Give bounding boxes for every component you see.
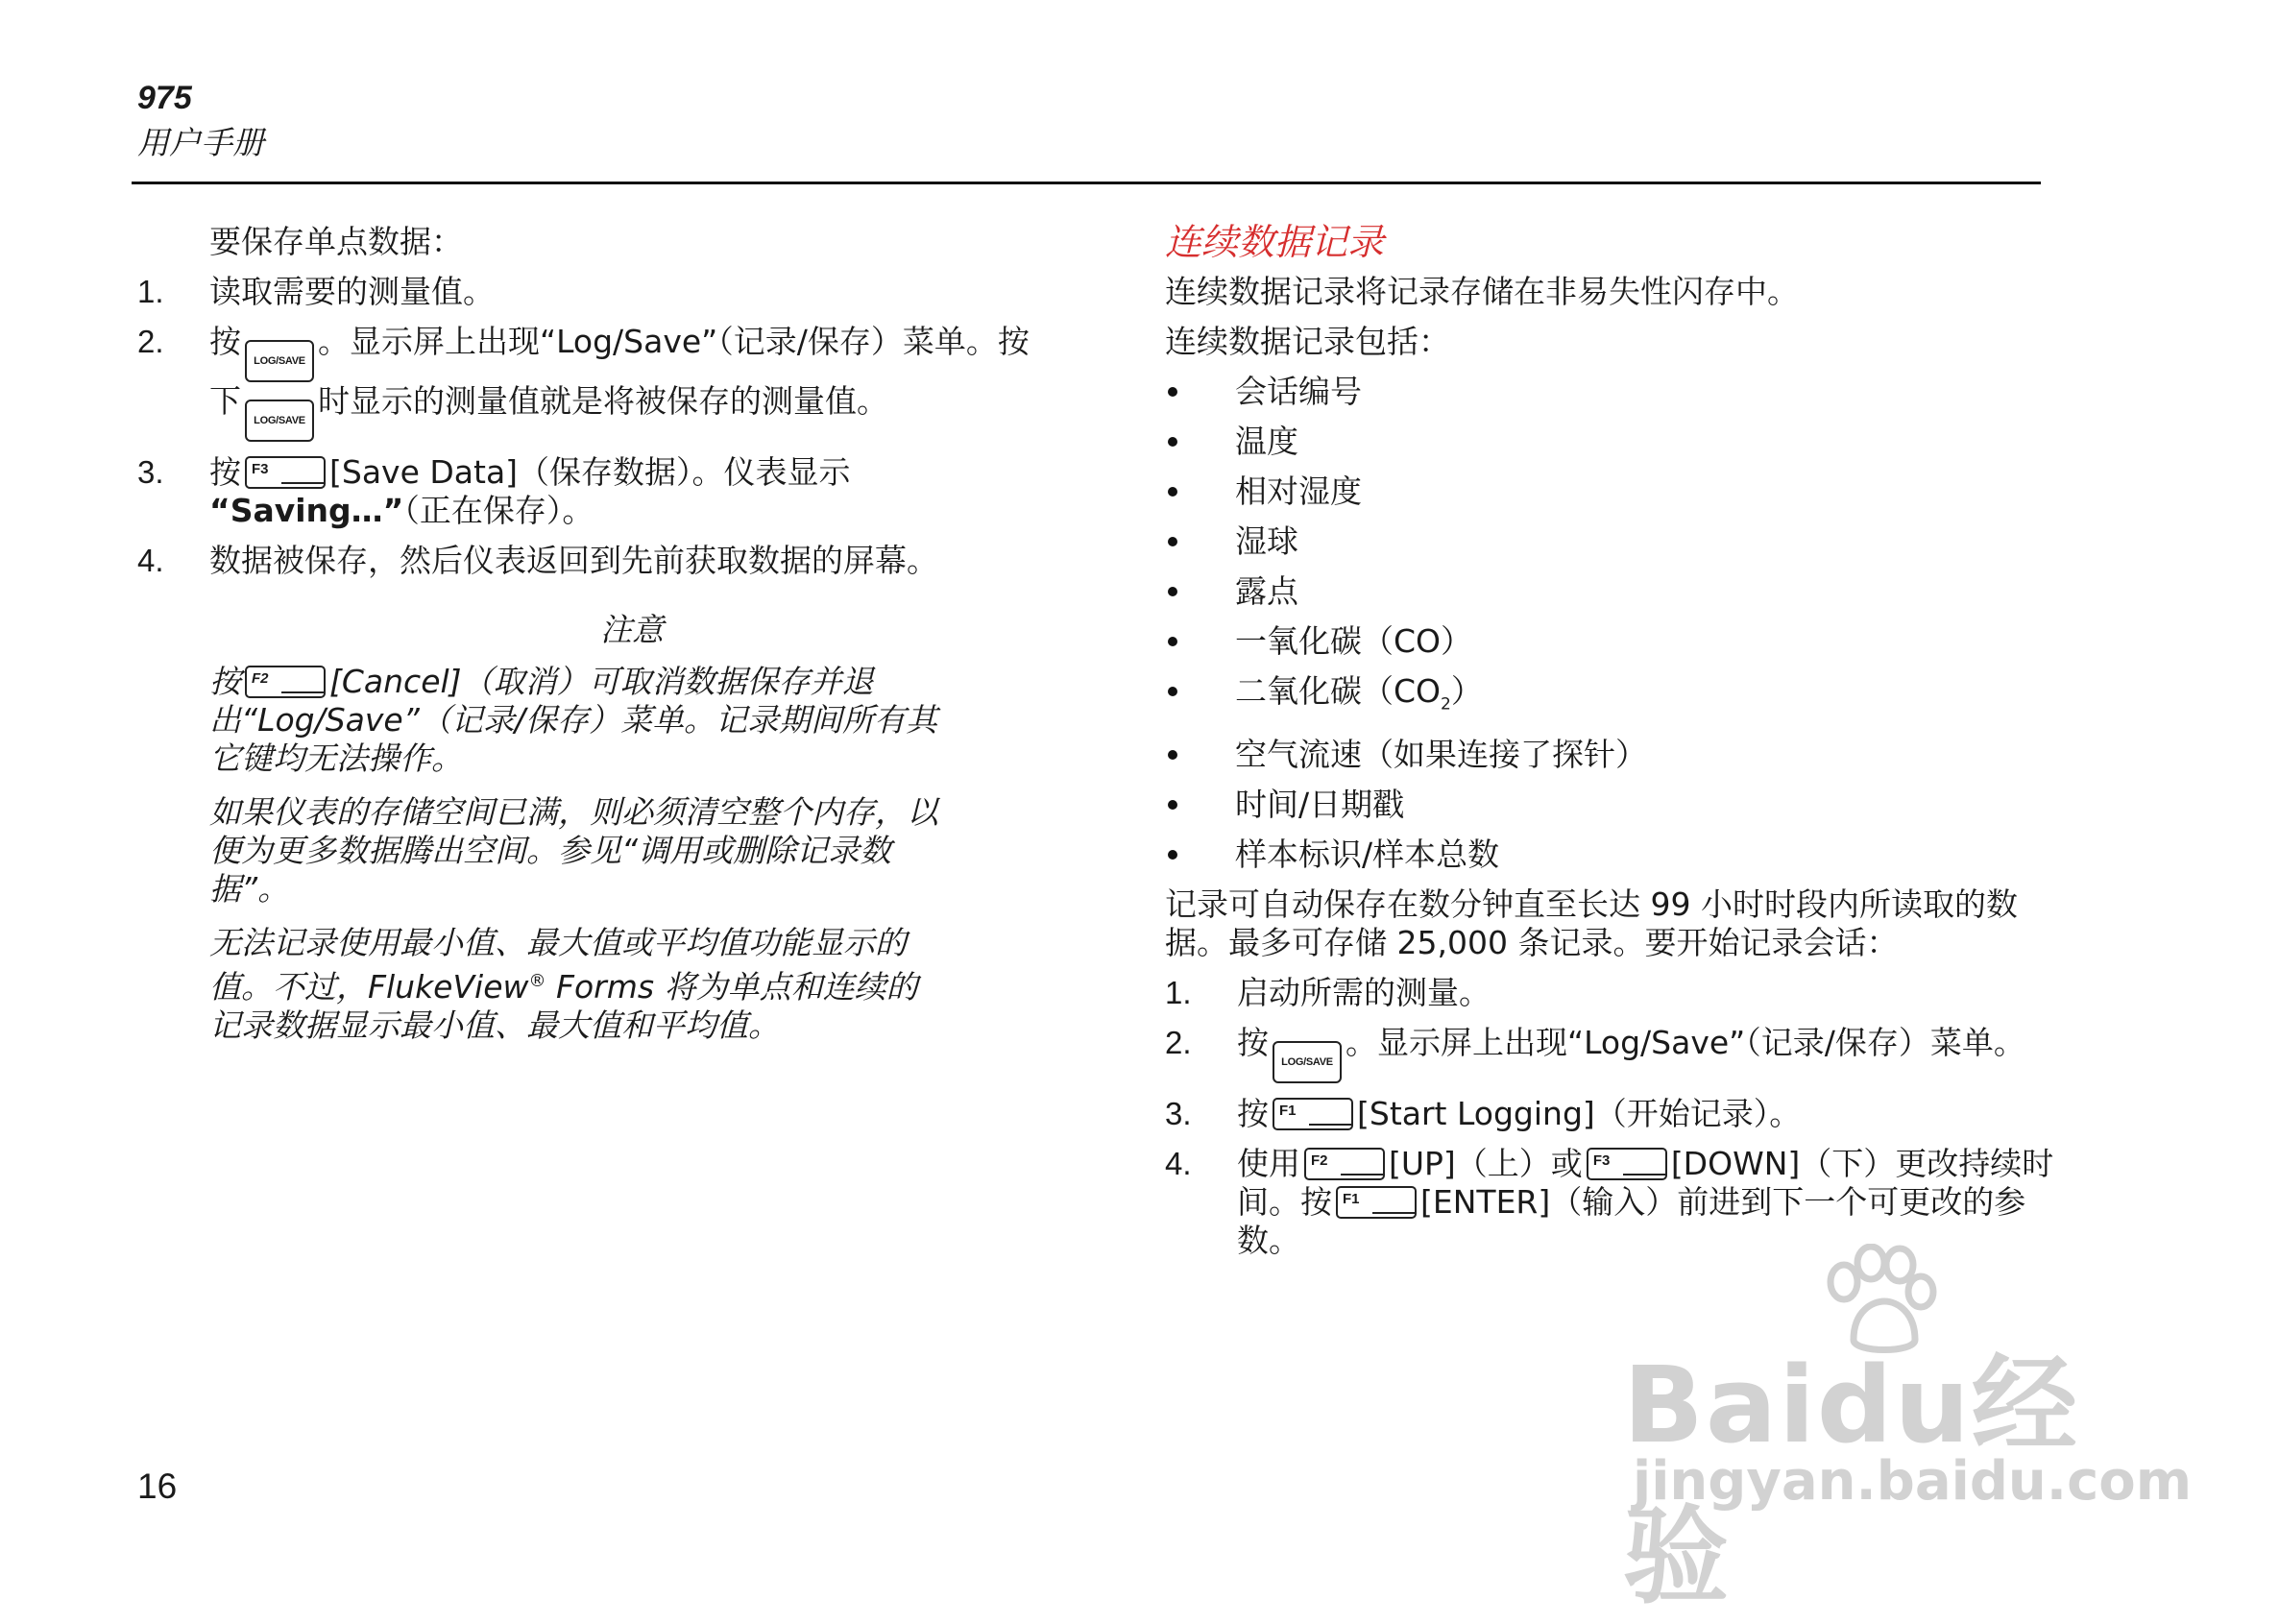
bullet-item <box>1165 522 2068 561</box>
bullet-text: 时间/日期戳 <box>1235 785 1405 823</box>
step-text: 使用 <box>1237 1144 1300 1182</box>
step-text: [DOWN]（下）更改持续时间。按 <box>1237 1144 2054 1221</box>
bullet-item <box>1165 672 2068 724</box>
saving-text: “Saving…” <box>209 492 404 529</box>
bullet-text: 样本标识/样本总数 <box>1235 835 1500 873</box>
log-save-key-icon: LOG/SAVE <box>245 340 314 382</box>
manual-title: 用户手册 <box>137 124 264 161</box>
step-text: 按 <box>1237 1094 1269 1132</box>
bullet-icon <box>1168 387 1177 397</box>
bullet-item <box>1165 423 2068 461</box>
key-label: F1 <box>1343 1190 1360 1207</box>
key-label: F3 <box>1592 1151 1611 1169</box>
bullet-icon <box>1168 850 1177 860</box>
bullet-item <box>1165 836 2068 874</box>
bullet-icon <box>1168 750 1177 760</box>
bullet-item <box>1165 373 2068 411</box>
list-item <box>137 453 1030 530</box>
list-item <box>137 273 1030 311</box>
list-item <box>1165 1095 2068 1133</box>
bullet-icon <box>1168 437 1177 447</box>
bullet-text: 空气流速（如果连接了探针） <box>1235 735 1647 773</box>
bullet-item <box>1165 736 2068 774</box>
paragraph: 连续数据记录包括： <box>1165 323 1450 360</box>
log-save-key-icon: LOG/SAVE <box>245 400 314 442</box>
right-column <box>1165 219 2068 1272</box>
step-text: 。显示屏上出现“Log/Save”（记录/保存）菜单。 <box>1346 1023 2025 1061</box>
page-number: 16 <box>137 1466 178 1506</box>
step-number: 4. <box>1165 1145 1192 1181</box>
bullet-text: 湿球 <box>1235 522 1298 560</box>
section-title: 连续数据记录 <box>1165 221 1385 263</box>
registered-mark: ® <box>528 971 546 991</box>
step-number: 2. <box>1165 1024 1192 1060</box>
f2-key-icon <box>245 666 326 698</box>
f2-key-icon <box>1304 1148 1385 1180</box>
bullet-item <box>1165 622 2068 661</box>
step-text: 。显示屏上出现“Log/Save”（记录/保存）菜单。按下 <box>209 323 1030 420</box>
watermark-main-text: Baidu经验 <box>1623 1344 2079 1618</box>
step-number: 3. <box>1165 1095 1192 1131</box>
bullet-icon <box>1168 637 1177 646</box>
watermark-url-text: jingyan.baidu.com <box>1633 1450 2193 1513</box>
list-item <box>137 542 1030 580</box>
bullet-icon <box>1168 537 1177 546</box>
bullet-text: 会话编号 <box>1235 373 1362 410</box>
step-text: 数据被保存，然后仪表返回到先前获取数据的屏幕。 <box>209 542 938 579</box>
bullet-item <box>1165 473 2068 511</box>
step-number: 4. <box>137 543 164 578</box>
bullet-icon <box>1168 487 1177 497</box>
header-rule <box>132 182 2041 184</box>
step-text: 读取需要的测量值。 <box>209 273 495 310</box>
step-text: [Start Logging]（开始记录）。 <box>1357 1094 1802 1132</box>
bullet-text: ） <box>1450 672 1483 710</box>
note-text: Forms 将为单点和连续的记录数据显示最小值、最大值和平均值。 <box>209 968 918 1044</box>
bullet-item <box>1165 786 2068 824</box>
step-text: 启动所需的测量。 <box>1237 973 1491 1011</box>
intro-text: 要保存单点数据： <box>209 223 463 260</box>
baidu-watermark <box>1623 1244 2193 1618</box>
bullet-text: 一氧化碳（CO） <box>1235 622 1473 660</box>
step-text: 时显示的测量值就是将被保存的测量值。 <box>318 382 888 420</box>
key-label: F3 <box>252 461 269 477</box>
note-text: 无法记录使用最小值、最大值或平均值功能显示的值。不过，FlukeView <box>209 924 907 1006</box>
key-label: F2 <box>252 670 269 687</box>
left-column <box>137 223 1030 1060</box>
bullet-text: 相对湿度 <box>1235 473 1362 510</box>
key-label: F1 <box>1279 1102 1297 1119</box>
log-save-key-icon: LOG/SAVE <box>1273 1041 1342 1083</box>
note-paragraph <box>137 663 949 778</box>
f3-key-icon <box>1587 1148 1667 1180</box>
step-number: 3. <box>137 454 164 490</box>
bullet-text: 温度 <box>1235 423 1298 460</box>
step-text: [Save Data]（保存数据）。仪表显示 <box>329 453 851 491</box>
list-item <box>1165 974 2068 1012</box>
bullet-text: 露点 <box>1235 572 1298 610</box>
step-number: 1. <box>1165 974 1192 1010</box>
bullet-icon <box>1168 800 1177 810</box>
list-item <box>1165 1024 2068 1083</box>
paragraph: 连续数据记录将记录存储在非易失性闪存中。 <box>1165 273 1799 310</box>
bullet-item <box>1165 572 2068 611</box>
bullet-text: 二氧化碳（CO <box>1235 672 1442 710</box>
step-text: 按 <box>209 453 241 491</box>
paragraph: 记录可自动保存在数分钟直至长达 99 小时时段内所读取的数据。最多可存储 25,000 条记录。要开始记录会话： <box>1165 885 2018 961</box>
model-number: 975 <box>137 80 192 116</box>
note-title: 注意 <box>600 611 664 648</box>
f1-key-icon <box>1336 1186 1417 1219</box>
note-text: 按 <box>209 663 241 700</box>
key-label: F2 <box>1311 1151 1328 1169</box>
note-paragraph <box>137 924 949 1045</box>
step-text: [UP]（上）或 <box>1389 1144 1583 1182</box>
note-paragraph: 如果仪表的存储空间已满，则必须清空整个内存，以便为更多数据腾出空间。参见“调用或删除记录数据”。 <box>209 793 938 908</box>
list-item <box>1165 1145 2068 1260</box>
note-text: [Cancel]（取消）可取消数据保存并退出“Log/Save”（记录/保存）菜单。记录期间所有其它键均无法操作。 <box>209 663 937 777</box>
bullet-icon <box>1168 587 1177 596</box>
step-text: 按 <box>1237 1023 1269 1061</box>
step-text: （正在保存）。 <box>403 492 594 529</box>
f1-key-icon <box>1273 1098 1353 1130</box>
subscript: 2 <box>1441 694 1451 715</box>
list-item <box>137 323 1030 442</box>
step-number: 1. <box>137 274 164 309</box>
step-text: [ENTER]（输入）前进到下一个可更改的参数。 <box>1237 1182 2026 1259</box>
step-text: 按 <box>209 323 241 360</box>
bullet-icon <box>1168 687 1177 696</box>
step-number: 2. <box>137 324 164 359</box>
page-header <box>137 77 264 167</box>
f3-key-icon <box>245 456 326 489</box>
